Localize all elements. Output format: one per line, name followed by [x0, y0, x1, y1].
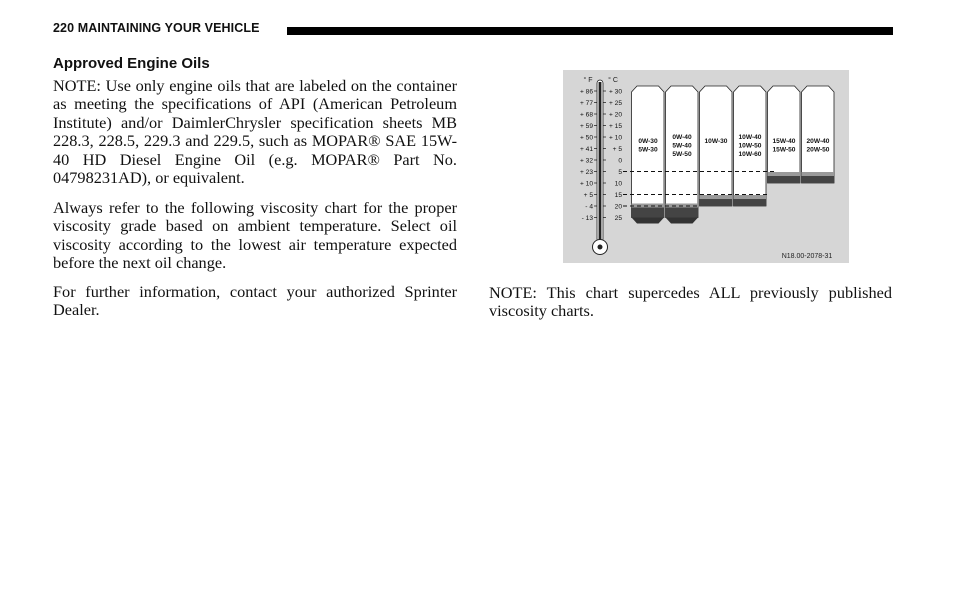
grade-label: 0W-40 [672, 134, 692, 141]
fahrenheit-tick-label: - 13 [581, 214, 593, 222]
below-scale-arrow [666, 218, 699, 224]
column-shade [802, 176, 835, 183]
celsius-tick-label: 20 [614, 203, 622, 211]
figure-id: N18.00-2078-31 [781, 253, 833, 260]
column-gradient [802, 172, 835, 176]
fahrenheit-tick-label: + 5 [583, 191, 593, 199]
celsius-tick-label: + 10 [608, 134, 622, 142]
fahrenheit-tick-label: + 86 [579, 88, 593, 96]
celsius-tick-label: 25 [614, 214, 622, 222]
celsius-unit: ° C [608, 77, 618, 84]
celsius-tick-label: + 30 [608, 88, 622, 96]
grade-label: 20W-50 [806, 146, 830, 154]
column-shade [734, 199, 767, 206]
grade-label: 5W-30 [638, 146, 658, 154]
paragraph-note: NOTE: Use only engine oils that are labeled on the container as meeting the specifications of API (American Petroleum Institute) and/or DaimlerChrysler specification sheets MB 228.3, 228.5, 229.3 and 229.5, such as MOPAR® SAE 15W-40 HD Diesel Engine Oil (e.g. MOPAR® Part No. 04798231AD), or equivalent. [53, 76, 457, 188]
chart-note: NOTE: This chart supercedes ALL previously published viscosity charts. [489, 283, 892, 321]
fahrenheit-tick-label: + 41 [579, 145, 593, 153]
viscosity-column [768, 86, 801, 183]
thermometer-mercury [599, 82, 602, 242]
fahrenheit-tick-label: + 10 [579, 180, 593, 188]
below-scale-arrow [632, 218, 665, 224]
column-gradient [768, 172, 801, 176]
grade-label: 10W-60 [738, 151, 762, 158]
header-rule [287, 27, 893, 35]
grade-label: 0W-30 [638, 138, 658, 145]
grade-label: 20W-40 [806, 138, 830, 145]
fahrenheit-tick-label: + 23 [579, 168, 593, 176]
grade-label: 15W-50 [772, 146, 796, 154]
viscosity-chart-svg [563, 70, 849, 263]
column-shade [700, 199, 733, 206]
column-gradient [734, 195, 767, 199]
celsius-tick-label: + 5 [612, 145, 622, 153]
column-shade [666, 208, 699, 218]
grade-label: 10W-30 [704, 138, 728, 145]
fahrenheit-tick-label: + 68 [579, 111, 593, 119]
celsius-tick-label: 5 [618, 168, 622, 176]
grade-label: 10W-40 [738, 134, 762, 141]
grade-label: 5W-50 [672, 151, 692, 158]
celsius-tick-label: 15 [614, 191, 622, 199]
fahrenheit-tick-label: + 32 [579, 157, 593, 165]
page-header-label: 220 MAINTAINING YOUR VEHICLE [53, 21, 260, 35]
celsius-tick-label: 0 [618, 157, 622, 165]
thermometer-bulb-core [598, 245, 603, 250]
fahrenheit-unit: ° F [583, 77, 593, 84]
column-gradient [700, 195, 733, 199]
grade-label: 15W-40 [772, 138, 796, 145]
column-shade [632, 208, 665, 218]
celsius-tick-label: + 25 [608, 99, 622, 107]
celsius-tick-label: + 20 [608, 111, 622, 119]
viscosity-chart [563, 70, 849, 263]
grade-label: 5W-40 [672, 142, 692, 150]
celsius-tick-label: + 15 [608, 122, 622, 130]
fahrenheit-tick-label: - 4 [585, 203, 593, 211]
fahrenheit-tick-label: + 50 [579, 134, 593, 142]
viscosity-column [700, 86, 733, 206]
paragraph-dealer: For further information, contact your authorized Sprinter Dealer. [53, 282, 457, 320]
grade-label: 10W-50 [738, 142, 762, 150]
section-title: Approved Engine Oils [53, 55, 210, 72]
column-shade [768, 176, 801, 183]
fahrenheit-tick-label: + 59 [579, 122, 593, 130]
fahrenheit-tick-label: + 77 [579, 99, 593, 107]
paragraph-refer: Always refer to the following viscosity chart for the proper viscosity grade based on ambient temperature. Select oil viscosity according to the lowest air temperature expected before the next oil change. [53, 198, 457, 273]
viscosity-column [802, 86, 835, 183]
celsius-tick-label: 10 [614, 180, 622, 188]
